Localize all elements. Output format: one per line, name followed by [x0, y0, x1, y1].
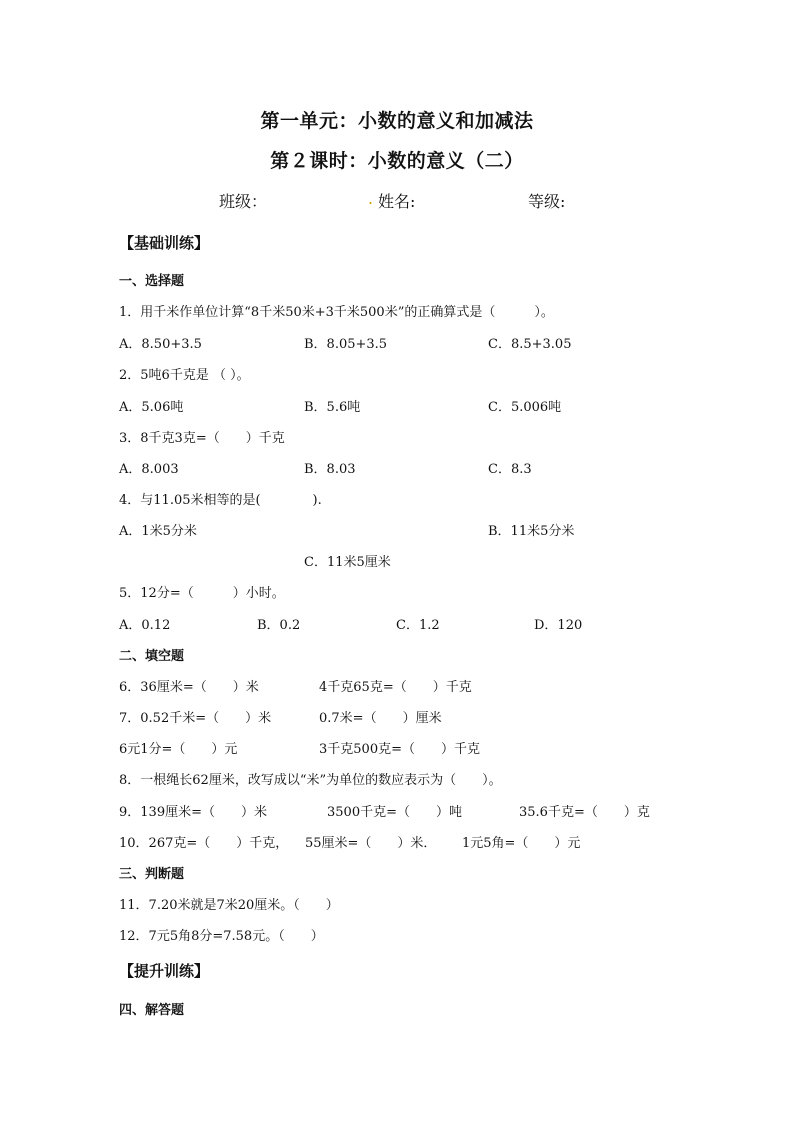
- question-7d: 3千克500克=（ ）千克: [319, 742, 480, 757]
- question-6b: 4千克65克=（ ）千克: [319, 680, 472, 695]
- question-2-option-b: B．5.6吨: [304, 400, 361, 415]
- question-2-option-a: A．5.06吨: [119, 400, 184, 415]
- question-8: 8．一根绳长62厘米，改写成以“米”为单位的数应表示为（ ）。: [119, 773, 502, 788]
- question-5-stem: 5．12分=（ ）小时。: [119, 586, 285, 601]
- section-advanced-training: 【提升训练】: [119, 962, 210, 980]
- question-11: 11．7.20米就是7米20厘米。（ ）: [119, 898, 339, 913]
- question-10c: 1元5角=（ ）元: [462, 836, 581, 851]
- question-6a: 6．36厘米=（ ）米: [119, 680, 259, 695]
- question-7a: 7．0.52千米=（ ）米: [119, 711, 272, 726]
- part-judge-heading: 三、判断题: [119, 867, 185, 882]
- name-label: 姓名:: [378, 192, 416, 211]
- question-10a: 10．267克=（ ）千克，: [119, 836, 289, 851]
- question-3-option-a: A．8.003: [119, 462, 179, 477]
- lesson-title: 第２课时：小数的意义（二）: [270, 150, 524, 172]
- question-5-option-b: B．0.2: [257, 618, 301, 633]
- question-5-option-d: D．120: [534, 618, 583, 633]
- question-2-option-c: C．5.006吨: [488, 400, 562, 415]
- question-7c: 6元1分=（ ）元: [119, 742, 238, 757]
- question-2-stem: 2．5吨6千克是 （ ）。: [119, 368, 250, 383]
- part-answer-heading: 四、解答题: [119, 1003, 185, 1018]
- question-4-option-b: B．11米5分米: [488, 524, 575, 539]
- question-10b: 55厘米=（ ）米．: [305, 836, 437, 851]
- question-3-option-b: B．8.03: [304, 462, 356, 477]
- part-fill-heading: 二、填空题: [119, 649, 185, 664]
- question-5-option-c: C．1.2: [396, 618, 440, 633]
- question-1-option-c: C．8.5+3.05: [488, 337, 572, 352]
- question-4-option-c: C．11米5厘米: [304, 555, 391, 570]
- question-4-stem: 4．与11.05米相等的是( ).: [119, 493, 322, 508]
- question-4-option-a: A．1米5分米: [119, 524, 197, 539]
- part-choice-heading: 一、选择题: [119, 274, 185, 289]
- question-1-option-a: A．8.50+3.5: [119, 337, 202, 352]
- question-1-option-b: B．8.05+3.5: [304, 337, 388, 352]
- question-5-option-a: A．0.12: [119, 618, 171, 633]
- question-3-stem: 3．8千克3克=（ ）千克: [119, 431, 285, 446]
- unit-title: 第一单元：小数的意义和加减法: [260, 110, 534, 132]
- question-9a: 9．139厘米=（ ）米: [119, 805, 267, 820]
- question-9b: 3500千克=（ ）吨: [327, 805, 462, 820]
- section-basic-training: 【基础训练】: [119, 234, 210, 252]
- question-1-stem: 1．用千米作单位计算“8千米50米+3千米500米”的正确算式是（ ）。: [119, 305, 554, 320]
- question-9c: 35.6千克=（ ）克: [519, 805, 650, 820]
- name-dot-mark: .: [368, 189, 374, 208]
- question-7b: 0.7米=（ ）厘米: [319, 711, 442, 726]
- class-label: 班级：: [219, 192, 268, 211]
- question-12: 12．7元5角8分=7.58元。（ ）: [119, 929, 324, 944]
- grade-label: 等级:: [528, 192, 566, 211]
- question-3-option-c: C．8.3: [488, 462, 532, 477]
